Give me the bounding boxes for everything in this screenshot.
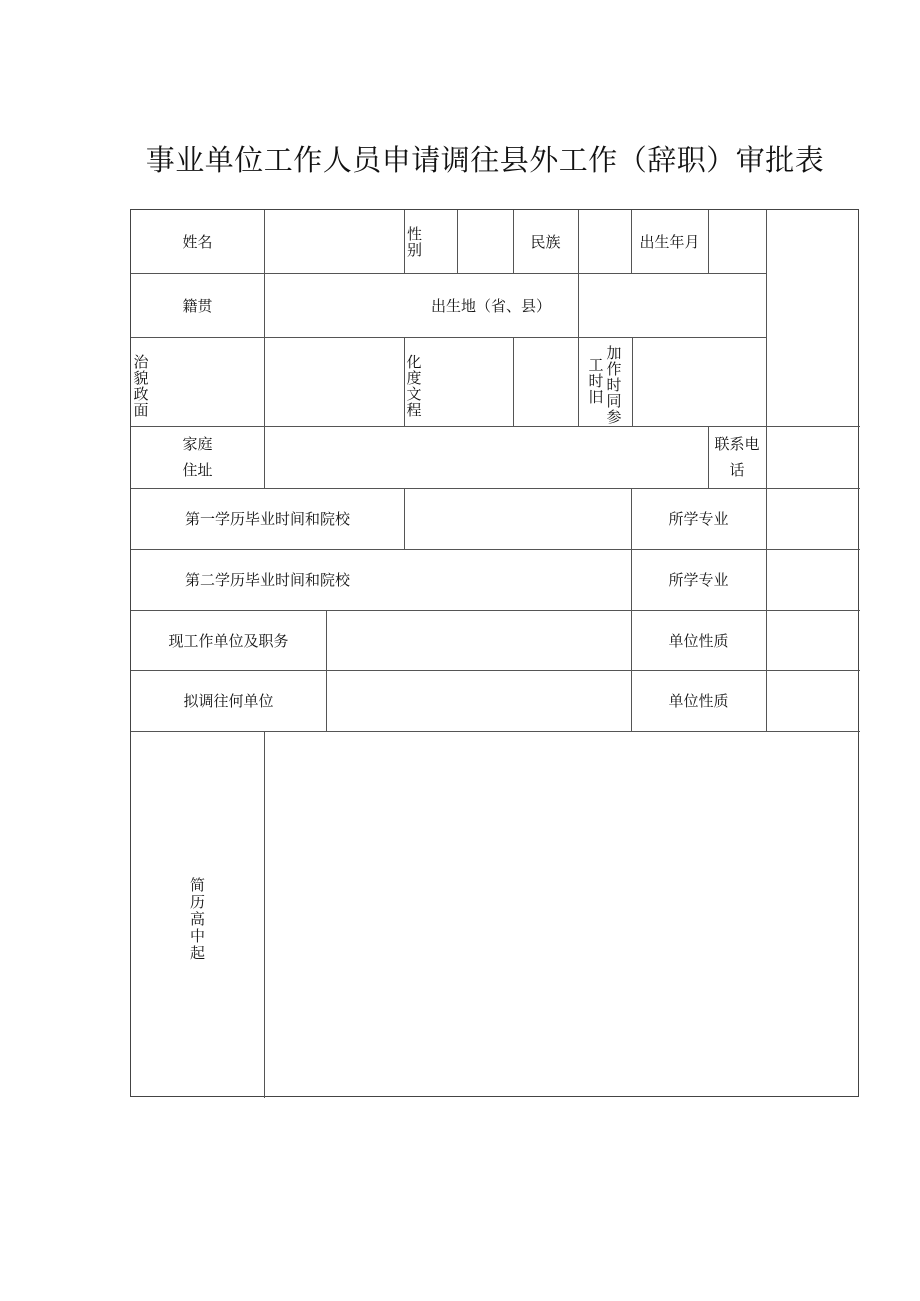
resume-field[interactable] xyxy=(264,731,860,1096)
second-degree-field[interactable] xyxy=(404,549,631,610)
home-address-label: 家庭 住址 xyxy=(182,435,213,479)
home-address-field[interactable] xyxy=(264,426,708,488)
resume-label: 简 历 高 中 起 xyxy=(189,876,205,962)
birth-date-field[interactable] xyxy=(708,210,766,273)
current-unit-field[interactable] xyxy=(326,610,631,670)
photo-area[interactable] xyxy=(766,210,860,426)
phone-field[interactable] xyxy=(766,426,860,488)
first-degree-label: 第一学历毕业时间和院校 xyxy=(184,510,350,528)
name-label: 姓名 xyxy=(182,233,213,251)
first-major-label: 所学专业 xyxy=(668,510,729,528)
name-field[interactable] xyxy=(264,210,404,273)
target-unit-type-field[interactable] xyxy=(766,670,860,731)
phone-label: 联系电 话 xyxy=(714,435,760,479)
current-unit-label: 现工作单位及职务 xyxy=(168,631,289,650)
education-level-label: 化度文程 xyxy=(406,353,422,419)
target-unit-field[interactable] xyxy=(326,670,631,731)
gender-label: 性 别 xyxy=(407,224,423,259)
second-major-field[interactable] xyxy=(766,549,860,610)
form-title: 事业单位工作人员申请调往县外工作（辞职）审批表 xyxy=(145,143,825,177)
native-place-label: 籍贯 xyxy=(182,296,213,315)
ethnicity-label: 民族 xyxy=(530,233,561,251)
first-degree-field[interactable] xyxy=(404,488,631,549)
political-status-label: 治貌政面 xyxy=(133,353,149,419)
target-unit-type-label: 单位性质 xyxy=(668,692,729,710)
second-degree-label: 第二学历毕业时间和院校 xyxy=(184,571,350,589)
native-place-field[interactable] xyxy=(264,273,404,337)
education-level-field[interactable] xyxy=(513,337,578,426)
approval-form-table xyxy=(130,209,859,1097)
work-start-label: 工时 旧 加作时同参 xyxy=(588,344,622,426)
ethnicity-field[interactable] xyxy=(578,210,631,273)
current-unit-type-field[interactable] xyxy=(766,610,860,670)
first-major-field[interactable] xyxy=(766,488,860,549)
gender-field[interactable] xyxy=(457,210,513,273)
work-start-field[interactable] xyxy=(632,337,766,426)
current-unit-type-label: 单位性质 xyxy=(668,631,729,650)
political-status-field[interactable] xyxy=(264,337,404,426)
target-unit-label: 拟调往何单位 xyxy=(183,692,274,710)
birthplace-label: 出生地（省、县） xyxy=(430,296,551,315)
birthplace-field[interactable] xyxy=(578,273,766,337)
second-major-label: 所学专业 xyxy=(668,571,729,589)
birth-date-label: 出生年月 xyxy=(639,233,700,251)
